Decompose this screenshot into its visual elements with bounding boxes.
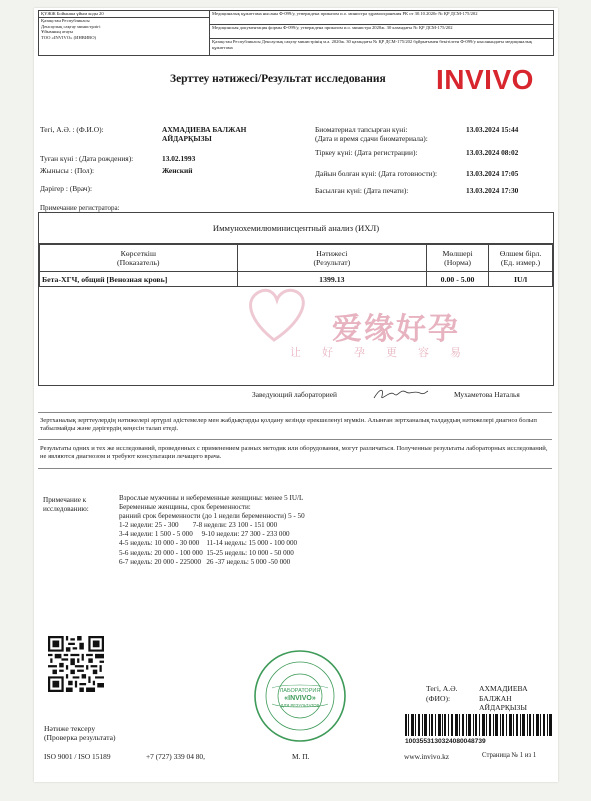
- form-approval-2: Медицинская документация формы Ф-099/у, утверждена приказом и.о. министра 2020ж. 30 казандағы № ҚР ДСМ-175/202: [210, 25, 553, 39]
- column-header: Өлшем бірл. (Ед. измер.): [489, 245, 553, 272]
- ready-label: Дайын болған күні: (Дата готовности):: [315, 169, 438, 178]
- form-approval-1: Медициналық құжаттама нысаны Ф-099/у, утверждена приказом и.о. министра здравоохранения РК от 30.10.2020г № ҚР ДСМ-175/202: [210, 11, 553, 25]
- stamp-bottom-text: ДЛЯ РЕЗУЛЬТАТОВ: [280, 703, 320, 708]
- org-name: Қазақстан Республикасы Денсаулық сақтау министрлігі Ұйымның атауы ТОО «INVIVO» (ИНВИВО): [41, 17, 101, 41]
- form-approval-3: Қазақстан Республикасы Денсаулық сақтау министрінің м.а. 2020ж. 30 қазандағы № ҚР ДСМ-175/202 бұйрығымен бекітілген Ф-099/у нысанындағы медициналық құжаттама: [212, 39, 532, 50]
- name-label: Тегі, А.Ә. : (Ф.И.О):: [40, 125, 104, 134]
- reference-norms-text: Взрослые мужчины и небеременные женщины: менее 5 IU/L Беременные женщины, срок беременности: ранний срок беременности (до 1 недели беременности) 5 - 50 1-2 недели: 25 - 300 7-8 недели: 23 100 - 151 000 3-4 недели: 1 500 - 5 000 9-10 недели: 27 300 - 233 000 4-5 недель: 10 000 - 30 000 11-14 недель: 15 000 - 100 000 5-6 недель: 20 000 - 100 000 15-25 недель: 10 000 - 50 000 6-7 недель: 20 000 - 225000 26 -37 недель: 5 000 -50 000: [119, 494, 305, 566]
- sex-value: Женский: [162, 166, 193, 175]
- page-title: Зерттеу нәтижесі/Результат исследования: [170, 73, 386, 85]
- report-page: [34, 8, 558, 782]
- registration-date: 13.03.2024 08:02: [466, 148, 519, 157]
- lab-head-signature-icon: [370, 384, 430, 404]
- mp-text: М. П.: [292, 752, 310, 761]
- registrar-note: Примечание регистратора:: [40, 204, 120, 212]
- lab-head-name: Мухаметова Наталья: [454, 390, 520, 399]
- print-date: 13.03.2024 17:30: [466, 186, 519, 195]
- stamp-name-text: «INVIVO»: [284, 695, 316, 702]
- dob-label: Туған күні : (Дата рождения):: [40, 154, 134, 163]
- column-header: Нәтижесі (Результат): [237, 245, 427, 272]
- table-row: [40, 272, 553, 287]
- verification-qr-code-icon[interactable]: [48, 636, 104, 692]
- biomaterial-date: 13.03.2024 15:44: [466, 125, 519, 134]
- stamp-top-text: ЛАБОРАТОРИЯ: [279, 688, 321, 694]
- invivo-logo: INVIVO: [436, 64, 534, 95]
- signature-fio-value: АХМАДИЕВА БАЛЖАН АЙДАРҚЫЗЫ: [479, 684, 528, 713]
- ready-date: 13.03.2024 17:05: [466, 169, 519, 178]
- study-note-label: Примечание к исследованию:: [43, 496, 89, 513]
- website-link[interactable]: www.invivo.kz: [404, 752, 450, 761]
- result-cell: 1399.13: [237, 272, 427, 287]
- divider: [38, 412, 552, 413]
- indicator-cell: Бета-ХГЧ, общий [Венозная кровь]: [40, 272, 238, 287]
- sex-label: Жынысы : (Пол):: [40, 166, 95, 175]
- dob-value: 13.02.1993: [162, 154, 196, 163]
- table-header-row: [40, 245, 553, 272]
- watermark-sub-text: 让好孕更容易: [290, 346, 482, 359]
- barcode-number: 1003553130324080048739: [405, 738, 486, 745]
- verify-result-label: Нәтиже тексеру (Проверка результата): [44, 724, 116, 742]
- print-label: Басылған күні: (Дата печати):: [315, 186, 409, 195]
- laboratory-seal-icon: [252, 648, 348, 744]
- phone-text: +7 (727) 339 04 80,: [146, 752, 205, 761]
- column-header: Көрсеткіш (Показатель): [40, 245, 238, 272]
- biomaterial-label: Биоматериал тапсырған күні: (Дата и время сдачи биоматериала):: [315, 125, 428, 143]
- column-header: Мөлшері (Норма): [427, 245, 489, 272]
- form-header-box: [38, 10, 554, 56]
- signature-fio-label: Тегі, А.Ә. (ФИО):: [426, 684, 458, 703]
- form-header-right: [210, 11, 553, 55]
- barcode-icon: [405, 714, 553, 736]
- unit-cell: IU/l: [489, 272, 553, 287]
- registration-label: Тіркеу күні: (Дата регистрации):: [315, 148, 418, 157]
- divider: [38, 439, 552, 440]
- analysis-name: Иммунохемилюминисцентный анализ (ИХЛ): [39, 213, 553, 244]
- results-table: [39, 244, 553, 287]
- watermark-main-text: 爱缘好孕: [332, 312, 460, 347]
- divider: [38, 468, 552, 469]
- disclaimer-kz: Зертханалық зерттеулердің нәтижелері әртүрлі әдістемелер мен жабдықтарды қолдану кезінде ерекшеленуі мүмкін. Алынған зертханалық талдаудың нәтижелері диагноз болып табылмайды және дәрігердің кеңесін талап етеді.: [40, 417, 537, 433]
- org-code: ҚҮЖЖ Бойынша ұйым коды 20: [39, 11, 209, 18]
- lab-head-label: Заведующий лабораторией: [252, 390, 337, 399]
- disclaimer-ru: Результаты одних и тех же исследований, проведенных с применением разных методик или оборудования, могут различаться. Полученные результаты лабораторных исследований, не являются диагнозом и требуют консультации лечащего врача.: [40, 445, 548, 461]
- form-header-left: [39, 11, 210, 55]
- norm-cell: 0.00 - 5.00: [427, 272, 489, 287]
- iso-text: ISO 9001 / ISO 15189: [44, 752, 111, 761]
- page-number: Страница № 1 из 1: [482, 752, 537, 759]
- doctor-label: Дәрігер : (Врач):: [40, 184, 93, 193]
- name-value: АХМАДИЕВА БАЛЖАН АЙДАРҚЫЗЫ: [162, 125, 247, 143]
